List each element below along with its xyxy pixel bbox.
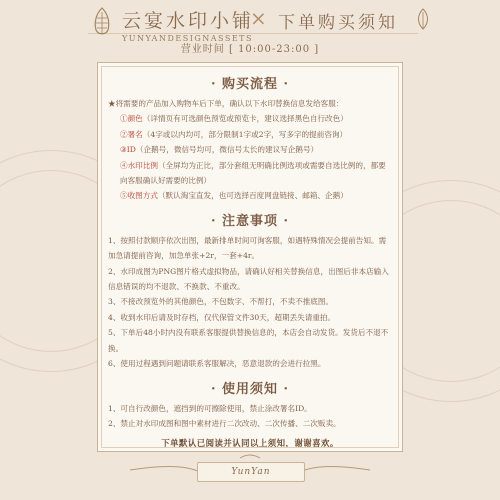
list-item: 6、使用过程遇到问题请联系客服解决，恶意退款的会进行拉黑。 xyxy=(108,359,326,369)
list-item: 3、不接改预览外的其他颜色，不包数字、不帮打，不卖不推底图。 xyxy=(108,297,334,307)
purchase-section-title: · 购买流程 · xyxy=(210,77,290,92)
notes-section-title: · 注意事项 · xyxy=(210,213,290,229)
purchase-item-label: ①颜色 xyxy=(120,114,143,124)
list-item: 1、按照付款顺序依次出图，最新排单时间可询客服，如遇特殊情况会提前告知。需加急请提前咨询，加急单张+2r，一套+4r。 xyxy=(108,235,387,261)
purchase-list xyxy=(108,111,392,203)
separator: × xyxy=(250,6,267,30)
notes-list xyxy=(108,233,392,372)
purchase-item-label: ④水印比例 xyxy=(120,160,158,170)
notice-card xyxy=(97,62,403,452)
purchase-item-text: （详情页有可选颜色预览或预览卡，建议选择黑色自行改色） xyxy=(142,114,348,124)
purchase-item-label: ②署名 xyxy=(120,129,143,139)
purchase-item-label: ③ID xyxy=(120,145,136,155)
purchase-item xyxy=(108,142,392,157)
list-item: 5、下单后48小时内没有联系客服提供替换信息的，本店会自动发货。发货后不退不换。 xyxy=(108,328,389,353)
footer-note: 下单默认已阅读并认同以上须知，谢谢喜欢。 xyxy=(161,438,339,449)
purchase-item-text: （企鹅号，微信号均可，微信号太长的建议写企鹅号） xyxy=(135,145,319,155)
brand-title: 云宴水印小铺 xyxy=(122,10,255,32)
purchase-intro: ★将需要的产品加入购物车后下单，确认以下水印替换信息发给客服： xyxy=(108,99,344,108)
brand-subtitle: YUNYANDESIGNASSETS xyxy=(122,34,253,43)
list-item: 2、禁止对水印成图和图中素材进行二次改动、二次传播、二次贩卖。 xyxy=(108,418,341,428)
purchase-item xyxy=(108,158,392,189)
header-divider xyxy=(88,33,418,34)
list-item: 1、可自行改颜色，遮挡到的可擦除使用，禁止涂改署名ID。 xyxy=(108,403,312,413)
leaf-icon xyxy=(414,8,432,30)
brand-ribbon: YunYan xyxy=(197,462,305,482)
usage-section-title: · 使用须知 · xyxy=(210,381,290,397)
brand-block xyxy=(122,6,254,43)
purchase-item xyxy=(108,111,392,126)
purchase-item xyxy=(108,127,392,142)
business-hours: 营业时间 [ 10:00-23:00 ] xyxy=(180,44,320,55)
purchase-item-text: （全屏均为正比，部分套组无明确比例选项或需要自选比例的，都要向客服确认好需要的比例） xyxy=(120,160,386,186)
purchase-item xyxy=(108,188,392,203)
list-item: 2、水印成图为PNG图片格式虚拟物品，请确认好相关替换信息，出图后非本店输入信息错误的均不退款、不换款、不重改。 xyxy=(108,266,389,292)
purchase-item-text: （默认淘宝直发，也可选择百度网盘链接、邮箱、企鹅） xyxy=(157,191,348,201)
purchase-item-text: （4字或以内均可，部分限制1字或2字，写多字的提前咨询） xyxy=(142,129,348,139)
purchase-item-label: ⑤收图方式 xyxy=(120,191,158,201)
usage-list xyxy=(108,401,392,432)
page-title: 下单购买须知 xyxy=(278,13,398,33)
list-item: 4、收到水印后请及时存档，仅代保管文件30天，超期丢失请重拍。 xyxy=(108,312,336,322)
